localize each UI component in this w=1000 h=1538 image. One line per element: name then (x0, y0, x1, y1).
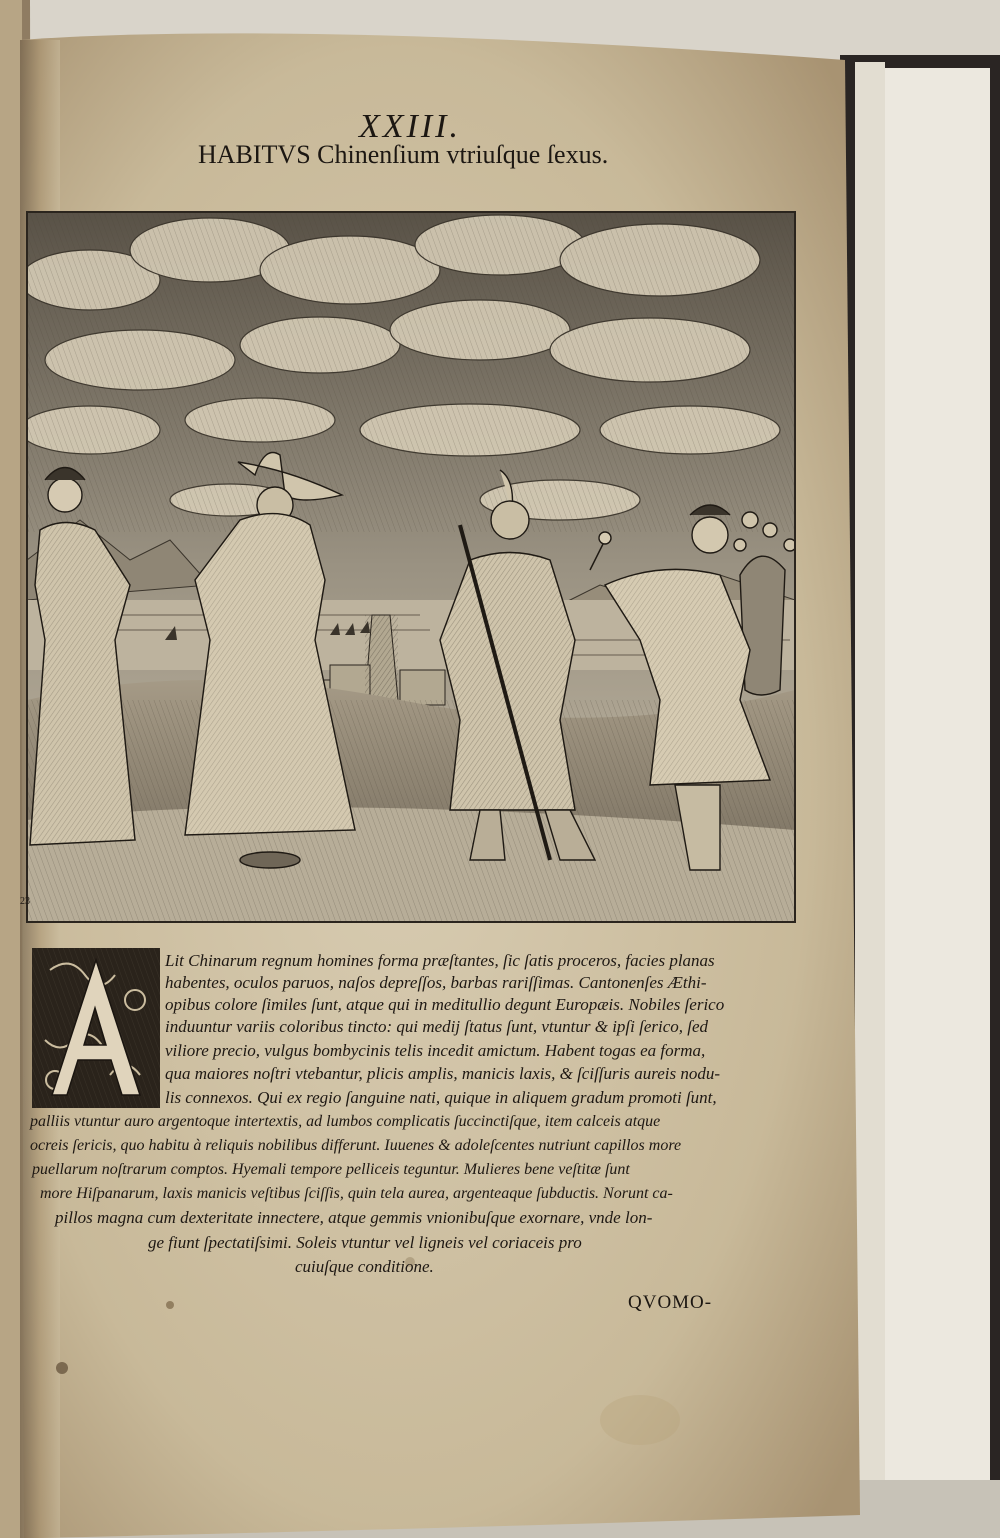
text-line: qua maiores noſtri vtebantur, plicis amplis, manicis laxis, & ſciſſuris aureis nodu- (165, 1064, 721, 1083)
text-line: pillos magna cum dexteritate innectere, atque gemmis vnionibuſque exornare, vnde lon- (55, 1208, 653, 1227)
text-line: lis connexos. Qui ex regio ſanguine nati, quique in aliquem gradum promoti ſunt, (165, 1088, 717, 1107)
engraving (20, 212, 796, 922)
text-line: viliore precio, vulgus bombycinis telis incedit amictum. Habent togas ea forma, (165, 1041, 706, 1060)
text-line: induuntur variis coloribus tincto: qui medij ſtatus ſunt, vtuntur & ipſi ſerico, ſed (165, 1017, 709, 1036)
text-line: more Hiſpanarum, laxis manicis veſtibus ſciſſis, quin tela aurea, argenteaque ſubductis. Norunt ca- (40, 1185, 673, 1202)
text-line: Lit Chinarum regnum homines forma præſtantes, ſic ſatis proceros, facies planas (165, 951, 715, 970)
text-line: ocreis ſericis, quo habitu à reliquis nobilibus differunt. Iuuenes & adoleſcentes nutriunt capillos more (30, 1137, 682, 1154)
plate-mark: 23 (20, 896, 30, 907)
text-line: palliis vtuntur auro argentoque intertextis, ad lumbos complicatis ſuccinctiſque, item calceis atque (30, 1113, 661, 1130)
text-line: opibus colore ſimiles ſunt, atque qui in meditullio degunt Europæis. Nobiles ſerico (165, 995, 725, 1014)
decorated-initial-A (32, 948, 160, 1108)
text-line: cuiuſque conditione. (295, 1257, 434, 1276)
catchword: QVOMO- (628, 1292, 713, 1313)
plate-title: HABITVS Chinenſium vtriuſque ſexus. (198, 140, 609, 169)
text-line: puellarum noſtrarum comptos. Hyemali tempore pelliceis teguntur. Mulieres bene veſtitæ ſunt (32, 1161, 630, 1178)
text-line: ge fiunt ſpectatiſsimi. Soleis vtuntur vel ligneis vel coriaceis pro (148, 1233, 582, 1252)
plate-number: XXIII. (358, 108, 461, 145)
text-line: habentes, oculos paruos, naſos depreſſos, barbas rariſſimas. Cantonenſes Æthi- (165, 973, 707, 992)
